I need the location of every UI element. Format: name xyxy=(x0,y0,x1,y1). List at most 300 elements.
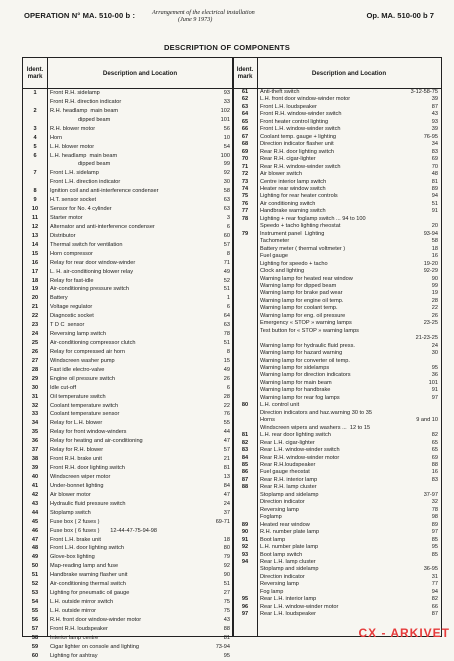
component-description: Handbrake warning flasher unit xyxy=(50,572,128,579)
component-description: Interior lamp centre xyxy=(50,634,99,641)
ident-mark: 94 xyxy=(241,558,249,565)
page-reference: 92 xyxy=(223,170,230,177)
page-reference: 93 xyxy=(431,118,438,125)
component-description: Idle cut-off xyxy=(50,384,77,391)
ident-mark: 24 xyxy=(31,331,39,338)
component-row xyxy=(23,410,233,419)
component-row xyxy=(233,238,441,245)
page-reference: 78 xyxy=(223,331,230,338)
page-reference: 84 xyxy=(223,482,230,489)
component-row xyxy=(233,507,441,514)
ident-mark: 89 xyxy=(241,521,249,528)
component-row xyxy=(23,455,233,464)
component-description: Warning lamp for sidelamps xyxy=(260,365,330,372)
ident-mark: 14 xyxy=(31,241,39,248)
component-row xyxy=(233,462,441,469)
component-description: Warning lamp for handbrake xyxy=(260,387,331,394)
page-reference: 69 xyxy=(431,454,438,461)
component-description: Centre interior lamp switch xyxy=(260,178,327,185)
ident-mark: 8 xyxy=(33,188,37,195)
page-reference: 9 and 10 xyxy=(416,417,438,424)
component-row xyxy=(233,395,441,402)
component-description: R.H. headlamp main beam xyxy=(50,107,119,114)
component-row xyxy=(233,134,441,141)
ident-mark: 79 xyxy=(241,230,249,237)
ident-mark: 41 xyxy=(31,482,39,489)
ident-mark: 75 xyxy=(241,193,249,200)
component-description: Cigar lighter on console and lighting xyxy=(50,643,139,650)
ident-mark: 9 xyxy=(33,197,37,204)
component-description: Relay for compressed air horn xyxy=(50,348,125,355)
ident-mark: 19 xyxy=(31,286,39,293)
page-reference: 6 xyxy=(226,384,230,391)
component-row xyxy=(23,116,233,125)
page-reference: 91 xyxy=(431,387,438,394)
ident-mark: 38 xyxy=(31,456,39,463)
page-reference: 3-12-58-75 xyxy=(410,89,438,95)
component-description: Warning lamp for eng. oil pressure xyxy=(260,312,346,319)
component-row xyxy=(23,339,233,348)
component-description: L.H. control unit xyxy=(260,402,300,409)
component-description: Rear L.H. window-winder motor xyxy=(260,603,339,610)
ident-mark: 5 xyxy=(33,143,37,150)
page-reference: 100 xyxy=(220,152,230,159)
component-description: Warning lamp for main beam xyxy=(260,379,332,386)
page-reference: 83 xyxy=(431,148,438,155)
component-row xyxy=(23,285,233,294)
page-reference: 16 xyxy=(431,469,438,476)
page-reference: 36 xyxy=(431,372,438,379)
ident-mark: 3 xyxy=(33,125,37,132)
page-reference: 54 xyxy=(223,143,230,150)
ident-mark: 91 xyxy=(241,536,249,543)
component-row xyxy=(233,335,441,342)
component-row xyxy=(233,119,441,126)
page-reference: 73-94 xyxy=(215,643,230,650)
component-description: Speedo + tacho lighting rheostat xyxy=(260,223,341,230)
component-description: Air-conditioning thermal switch xyxy=(50,581,126,588)
component-description: Rear R.H. lamp cluster xyxy=(260,484,317,491)
component-row xyxy=(233,149,441,156)
component-description: Fuel gauge xyxy=(260,253,288,260)
ident-mark: 11 xyxy=(32,215,38,222)
ident-mark: 45 xyxy=(31,518,39,525)
component-description: Relay for L.H. blower xyxy=(50,420,103,427)
ident-mark: 71 xyxy=(241,163,249,170)
component-description: Direction indicator flasher unit xyxy=(260,141,334,148)
page-reference: 39 xyxy=(431,96,438,103)
component-row xyxy=(233,372,441,379)
page-reference: 63 xyxy=(223,322,230,329)
component-description: Reversing lamp xyxy=(260,581,299,588)
page-reference: 101 xyxy=(220,116,230,123)
ident-mark: 56 xyxy=(31,616,39,623)
page-reference: 60 xyxy=(223,232,230,239)
ident-mark: 27 xyxy=(31,357,39,364)
component-row xyxy=(23,134,233,143)
component-description: Fuse box ( 2 fuses ) xyxy=(50,518,100,525)
ident-mark: 93 xyxy=(241,551,249,558)
ident-mark: 39 xyxy=(31,465,39,472)
page-reference: 18 xyxy=(223,536,230,543)
component-description: Rear R.H. cigar-lighter xyxy=(260,156,316,163)
component-row xyxy=(23,268,233,277)
component-description: Air blower switch xyxy=(260,171,302,178)
page-reference: 83 xyxy=(431,476,438,483)
component-description: Instrument panel Lighting xyxy=(260,230,325,237)
component-row xyxy=(23,536,233,545)
page-reference: 6 xyxy=(226,304,230,311)
ident-mark: 50 xyxy=(31,563,39,570)
page-reference: 97 xyxy=(431,529,438,536)
page-reference: 19 xyxy=(431,290,438,297)
component-description: Warning lamp for heated rear window xyxy=(260,275,353,282)
page-reference: 24 xyxy=(223,500,230,507)
component-description: Battery xyxy=(50,295,68,302)
page-reference: 93-94 xyxy=(423,230,438,237)
component-row xyxy=(23,169,233,178)
component-row xyxy=(233,298,441,305)
component-description: Stoplamp and sidelamp xyxy=(260,566,319,573)
component-row xyxy=(233,581,441,588)
page-reference: 58 xyxy=(431,238,438,245)
page-reference: 65 xyxy=(431,447,438,454)
component-row xyxy=(233,216,441,223)
page-reference: 82 xyxy=(431,432,438,439)
component-description: Coolant temperature switch xyxy=(50,402,119,409)
page-reference: 22 xyxy=(223,402,230,409)
component-description: Lighting for speedo + tacho xyxy=(260,260,328,267)
ident-mark: 67 xyxy=(241,133,249,140)
component-description: Front R.H. sidelamp xyxy=(50,90,100,96)
component-description: Front R.H. direction indicator xyxy=(50,98,122,105)
page-reference: 81 xyxy=(431,178,438,185)
component-row xyxy=(233,596,441,603)
ident-mark: 87 xyxy=(241,476,249,483)
component-description: Fog lamp xyxy=(260,588,284,595)
page-reference: 87 xyxy=(431,611,438,618)
ident-mark: 21 xyxy=(31,304,39,311)
component-description: Front R.H. loudspeaker xyxy=(50,625,108,632)
component-row xyxy=(233,410,441,417)
component-description: dipped beam xyxy=(50,116,111,123)
component-description: Front heater control lighting xyxy=(260,118,329,125)
component-row xyxy=(23,500,233,509)
page-reference: 94 xyxy=(431,193,438,200)
component-row xyxy=(233,246,441,253)
component-description: Fuel gauge rheostat xyxy=(260,469,310,476)
component-row xyxy=(23,473,233,482)
component-row xyxy=(23,294,233,303)
component-description: Boot lamp xyxy=(260,536,286,543)
component-row xyxy=(233,208,441,215)
component-description: Test button for « STOP » warning lamps xyxy=(260,327,359,334)
header-subtitle xyxy=(152,9,255,23)
subtitle-line-1: Arrangement of the electrical installation xyxy=(152,9,255,16)
ident-mark: 62 xyxy=(241,96,249,103)
component-row xyxy=(233,104,441,111)
page-reference: 69-71 xyxy=(215,518,230,525)
page-reference: 22 xyxy=(431,305,438,312)
component-row xyxy=(23,428,233,437)
component-row xyxy=(233,402,441,409)
component-row xyxy=(23,518,233,527)
component-description: Relay for heating and air-conditioning xyxy=(50,438,143,445)
page-reference: 28 xyxy=(223,393,230,400)
page-reference: 57 xyxy=(223,241,230,248)
component-row xyxy=(233,469,441,476)
component-row xyxy=(233,492,441,499)
component-description: Front L.H. loudspeaker xyxy=(260,103,317,110)
page-reference: 49 xyxy=(223,268,230,275)
component-description: Rear L.H. interior lamp xyxy=(260,596,317,603)
page-reference: 95 xyxy=(223,652,230,659)
component-description: Warning lamp for rear fog lamps xyxy=(260,394,340,401)
page-reference: 18 xyxy=(431,245,438,252)
page-reference: 1 xyxy=(226,295,230,302)
page-reference: 81 xyxy=(223,634,230,641)
component-row xyxy=(233,522,441,529)
component-row xyxy=(23,580,233,589)
component-description: Reversing lamp xyxy=(260,506,299,513)
component-row xyxy=(233,179,441,186)
ident-mark: 18 xyxy=(31,277,39,284)
page-reference: 21 xyxy=(223,456,230,463)
component-row xyxy=(23,419,233,428)
component-row xyxy=(233,514,441,521)
component-row xyxy=(233,186,441,193)
page-reference: 75 xyxy=(223,599,230,605)
page-reference: 27 xyxy=(223,590,230,597)
page-reference: 39 xyxy=(431,126,438,133)
ident-mark: 55 xyxy=(31,607,39,614)
component-row xyxy=(23,366,233,375)
page-reference: 8 xyxy=(226,348,230,355)
component-description: Rear R.H.loudspeaker xyxy=(260,462,316,468)
ident-mark: 74 xyxy=(241,185,249,192)
ident-mark: 90 xyxy=(241,529,249,536)
page-reference: 94 xyxy=(431,588,438,595)
ident-mark: 44 xyxy=(31,509,39,516)
component-description: Windscreen wiper motor xyxy=(50,473,111,480)
component-description: Rear L.H. loudspeaker xyxy=(260,611,316,618)
operation-number: OPERATION N° MA. 510-00 b : xyxy=(24,11,136,20)
page-reference: 85 xyxy=(431,536,438,543)
component-description: L.H. outside mirror xyxy=(50,607,97,614)
component-description: Rear L.H. window-winder switch xyxy=(260,447,340,454)
component-description: Thermal switch for ventilation xyxy=(50,241,123,248)
component-row xyxy=(233,365,441,372)
page-reference: 81 xyxy=(223,465,230,472)
page-title: DESCRIPTION OF COMPONENTS xyxy=(163,43,291,52)
page-reference: 71 xyxy=(223,259,230,266)
ident-mark: 48 xyxy=(31,545,39,552)
component-row xyxy=(233,171,441,178)
component-row xyxy=(23,241,233,250)
component-row xyxy=(233,164,441,171)
ident-mark: 26 xyxy=(31,348,39,355)
component-description: Relay for R.H. blower xyxy=(50,447,104,454)
ident-mark: 13 xyxy=(31,232,39,239)
page-reference: 102 xyxy=(220,107,230,114)
component-description: Relay for fast-idle xyxy=(50,277,94,284)
component-row xyxy=(23,98,233,107)
page-reference: 95 xyxy=(431,544,438,551)
component-row xyxy=(23,205,233,214)
component-row xyxy=(23,178,233,187)
page-reference: 64 xyxy=(223,313,230,320)
component-description: Tachometer xyxy=(260,238,290,245)
ident-mark: 28 xyxy=(31,366,39,373)
ident-mark: 23 xyxy=(31,322,39,329)
component-description: L.H. blower motor xyxy=(50,143,95,150)
component-description: Rear R.H. interior lamp xyxy=(260,476,318,483)
component-description: R.H. front door window-winder motor xyxy=(50,616,142,623)
component-row xyxy=(23,643,233,652)
component-row xyxy=(233,193,441,200)
component-description: Front L.H. sidelamp xyxy=(50,170,99,177)
component-description: Warning lamp for hazard warning xyxy=(260,350,343,357)
page-reference: 21-23-25 xyxy=(415,335,438,342)
page-reference: 90 xyxy=(223,572,230,579)
ident-mark: 6 xyxy=(33,152,37,159)
component-description: Oil temperature switch xyxy=(50,393,106,400)
component-row xyxy=(233,350,441,357)
ident-mark: 33 xyxy=(31,411,39,418)
component-row xyxy=(23,464,233,473)
page-reference: 34 xyxy=(431,141,438,148)
component-description: Stoplamp and sidelamp xyxy=(260,491,319,498)
component-description: Boot lamp switch xyxy=(260,551,303,558)
component-row xyxy=(233,111,441,118)
component-row xyxy=(233,484,441,491)
component-row xyxy=(23,303,233,312)
page-reference: 92-29 xyxy=(423,268,438,275)
component-row xyxy=(233,604,441,611)
page-header xyxy=(24,8,434,28)
component-row xyxy=(23,125,233,134)
page-reference: 26 xyxy=(431,312,438,319)
component-description: Rear R.H. door lighting switch xyxy=(260,148,334,155)
component-description: Stoplamp switch xyxy=(50,509,91,516)
component-description: Warning lamp for direction indicators xyxy=(260,372,351,379)
component-row xyxy=(233,477,441,484)
component-row xyxy=(233,320,441,327)
ident-mark: 88 xyxy=(241,484,249,491)
page-reference: 93 xyxy=(223,90,230,96)
page-reference: 101 xyxy=(428,379,438,386)
page-reference: 15 xyxy=(223,357,230,364)
page-reference: 47 xyxy=(223,438,230,445)
page-reference: 88 xyxy=(431,462,438,468)
component-row xyxy=(23,544,233,553)
component-row xyxy=(23,491,233,500)
component-row xyxy=(23,330,233,339)
component-row xyxy=(233,343,441,350)
page-reference: 23-25 xyxy=(423,320,438,327)
page-reference: 97 xyxy=(431,394,438,401)
component-description: Warning lamp for hydraulic fluid press. xyxy=(260,342,355,349)
component-description: Lighting for pneumatic oil gauge xyxy=(50,590,130,597)
component-row xyxy=(23,482,233,491)
page-reference: 79 xyxy=(223,554,230,561)
page-reference: 28 xyxy=(431,297,438,304)
page-reference: 75 xyxy=(223,607,230,614)
ident-mark: 82 xyxy=(241,439,249,446)
page-reference: 90 xyxy=(431,275,438,282)
page-reference: 66 xyxy=(431,603,438,610)
ident-mark: 22 xyxy=(31,313,39,320)
page-reference: 19-20 xyxy=(423,260,438,267)
component-description: Relay for rear door window-winder xyxy=(50,259,136,266)
component-description: Lighting for ashtray xyxy=(50,652,98,659)
component-description: Reversing lamp switch xyxy=(50,331,106,338)
ident-mark: 70 xyxy=(241,156,249,163)
component-description: Foglamp xyxy=(260,514,282,521)
page-reference: 99 xyxy=(223,161,230,168)
ident-mark: 58 xyxy=(31,634,39,641)
page-reference: 56 xyxy=(223,125,230,132)
component-row xyxy=(233,328,441,335)
ident-mark: 29 xyxy=(31,375,39,382)
component-row xyxy=(233,231,441,238)
page-reference: 26 xyxy=(223,375,230,382)
page-reference: 30 xyxy=(431,350,438,357)
ident-mark: 32 xyxy=(31,402,39,409)
component-description: Windscreen washer pump xyxy=(50,357,115,364)
component-description: Horn compressor xyxy=(50,250,93,257)
component-description: Warning lamp for engine oil temp. xyxy=(260,297,344,304)
page-reference: 10 xyxy=(223,134,230,141)
page-reference: 89 xyxy=(431,185,438,192)
ident-mark: 20 xyxy=(31,295,39,302)
component-row xyxy=(23,634,233,643)
ident-mark: 86 xyxy=(241,469,249,476)
ident-mark: 7 xyxy=(33,170,37,177)
component-row xyxy=(23,437,233,446)
col-ident-left: Ident. mark xyxy=(23,58,47,89)
ident-mark: 78 xyxy=(241,215,249,222)
page-reference: 8 xyxy=(226,250,230,257)
component-description: Air conditioning switch xyxy=(260,200,316,207)
component-description: Battery meter ( thermal voltmeter ) xyxy=(260,245,346,252)
component-description: Coolant temp. gauge + lighting xyxy=(260,133,337,140)
component-row xyxy=(23,160,233,169)
component-description: Glove-box lighting xyxy=(50,554,95,561)
component-description: Diagnostic socket xyxy=(50,313,94,320)
component-description: Front L.H. window-winder switch xyxy=(260,126,341,133)
ident-mark: 63 xyxy=(241,103,249,110)
component-description: Voltage regulator xyxy=(50,304,93,311)
component-row xyxy=(233,455,441,462)
page-reference: 80 xyxy=(223,545,230,552)
component-row xyxy=(23,384,233,393)
col-desc-left: Description and Location xyxy=(47,58,233,89)
page-reference: 82 xyxy=(431,596,438,603)
component-row xyxy=(23,589,233,598)
ident-mark: 51 xyxy=(31,572,39,579)
ident-mark: 12 xyxy=(31,223,39,230)
ident-mark: 47 xyxy=(31,536,39,543)
component-row xyxy=(23,509,233,518)
ident-mark: 95 xyxy=(241,596,249,603)
ident-mark: 4 xyxy=(33,134,37,141)
page-reference: 47 xyxy=(223,491,230,498)
component-row xyxy=(233,574,441,581)
component-row xyxy=(23,562,233,571)
component-row xyxy=(233,268,441,275)
page-reference: 3 xyxy=(226,215,230,222)
